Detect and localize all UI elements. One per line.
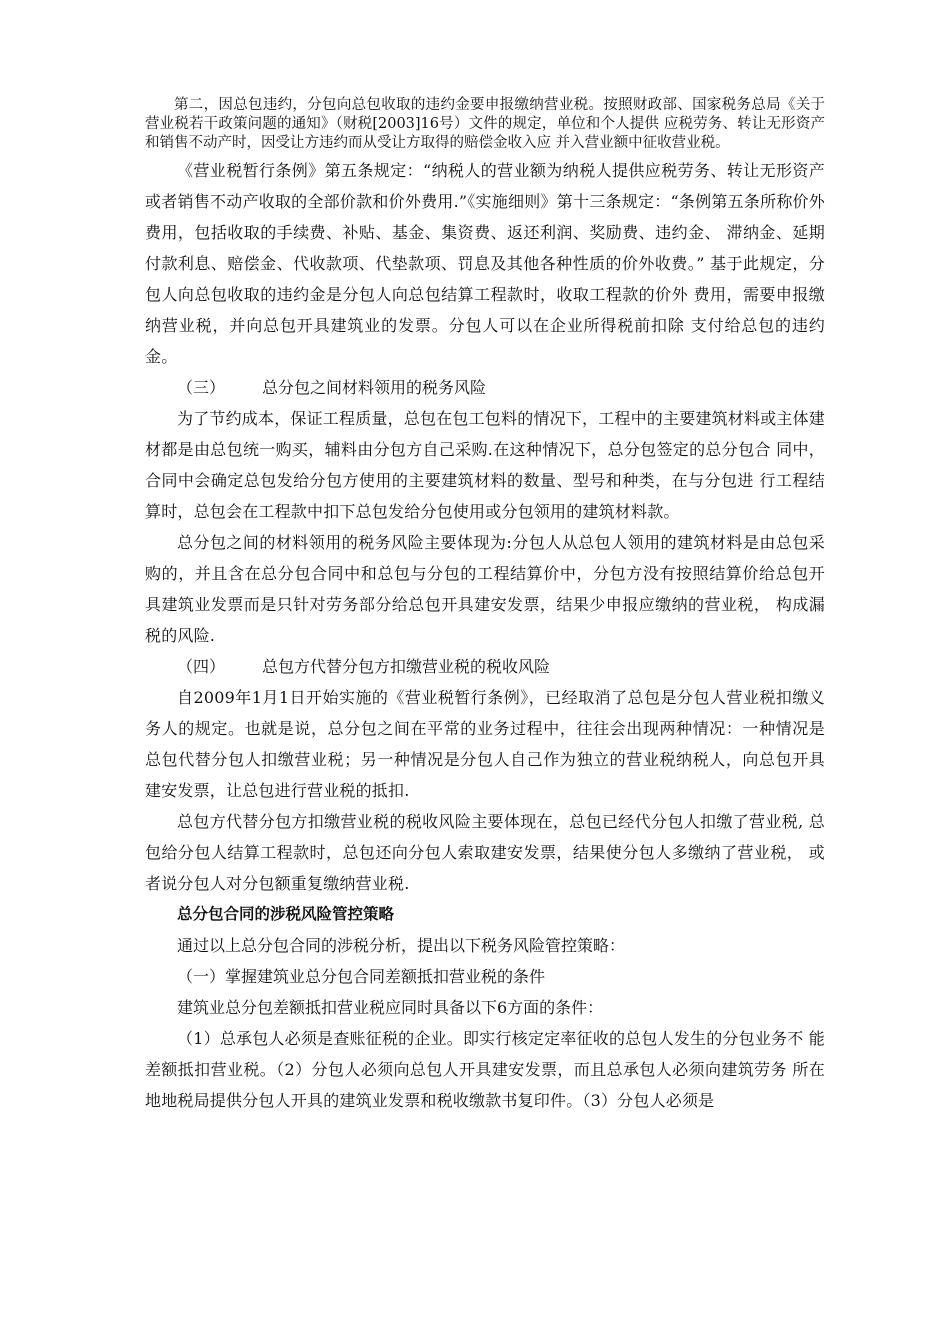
paragraph-penalty-income: 第二，因总包违约，分包向总包收取的违约金要申报缴纳营业税。按照财政部、国家税务总局《关于营业税若干政策问题的通知》（财税[2003]16号）文件的规定，单位和个人提供 应税劳务、转让无形资产和销售不动产时，因受让方违约而从受让方取得的赔偿金收入应 并入营业额中征收营业税。 [145,97,825,151]
paragraph-material-risk: 总分包之间的材料领用的税务风险主要体现为:分包人从总包人领用的建筑材料是由总包采购的，并且含在总分包合同中和总包与分包的工程结算价中，分包方没有按照结算价给总包开具建筑业发票而是只针对劳务部分给总包开具建安发票，结果少申报应缴纳的营业税， 构成漏税的风险. [145,533,825,645]
paragraph-conditions-list: （1）总承包人必须是查账征税的企业。即实行核定定率征收的总包人发生的分包业务不 能差额抵扣营业税。（2）分包人必须向总包人开具建安发票，而且总承包人必须向建筑劳务 所在地地税局提供分包人开具的建筑业发票和税收缴款书复印件。（3）分包人必须是 [145,1029,825,1110]
paragraph-withholding-rule: 自2009年1月1日开始实施的《营业税暂行条例》，已经取消了总包是分包人营业税扣缴义务人的规定。也就是说，总分包之间在平常的业务过程中，往往会出现两种情况：一种情况是总包代替分包人扣缴营业税；另一种情况是分包人自己作为独立的营业税纳税人，向总包开具建安发票，让总包进行营业税的抵扣. [145,688,825,800]
paragraph-strategy-intro: 通过以上总分包合同的涉税分析，提出以下税务风险管控策略： [177,936,626,955]
section-heading-4 [145,651,825,682]
section-number-4: （四） [177,657,226,676]
paragraph-regulation-article-5: 《营业税暂行条例》第五条规定：“纳税人的营业额为纳税人提供应税劳务、转让无形资产或者销售不动产收取的全部价款和价外费用.”《实施细则》第十三条规定：“条例第五条所称价外费用，包括收取的手续费、补贴、基金、集资费、返还利润、奖励费、违约金、 滞纳金、延期付款利息、赔偿金、代收款项、代垫款项、罚息及其他各种性质的价外收费。” 基于此规定，分包人向总包收取的违约金是分包人向总包结算工程款时，收取工程款的价外 费用，需要申报缴纳营业税，并向总包开具建筑业的发票。分包人可以在企业所得税前扣除 支付给总包的违约金。 [145,161,825,366]
section-number-3: （三） [177,378,226,397]
section-heading-3 [145,372,825,403]
document-page [145,96,825,1116]
subsection-heading-1: （一）掌握建筑业总分包合同差额抵扣营业税的条件 [177,967,546,986]
section-title-4: 总包方代替分包方扣缴营业税的税收风险 [262,657,551,676]
paragraph-withholding-risk: 总包方代替分包方扣缴营业税的税收风险主要体现在，总包已经代分包人扣缴了营业税, 总包给分包人结算工程款时，总包还向分包人索取建安发票，结果使分包人多缴纳了营业税， 或者说分包人对分包额重复缴纳营业税. [145,812,825,893]
strategy-heading: 总分包合同的涉税风险管控策略 [177,905,395,923]
section-title-3: 总分包之间材料领用的税务风险 [262,378,487,397]
paragraph-conditions-intro: 建筑业总分包差额抵扣营业税应同时具备以下6方面的条件： [177,998,604,1017]
paragraph-material-procurement: 为了节约成本，保证工程质量，总包在包工包料的情况下，工程中的主要建筑材料或主体建材都是由总包统一购买，辅料由分包方自己采购.在这种情况下，总分包签定的总分包合 同中，合同中会确定总包发给分包方使用的主要建筑材料的数量、型号和种类，在与分包进 行工程结算时，总包会在工程款中扣下总包发给分包使用或分包领用的建筑材料款。 [145,409,826,521]
